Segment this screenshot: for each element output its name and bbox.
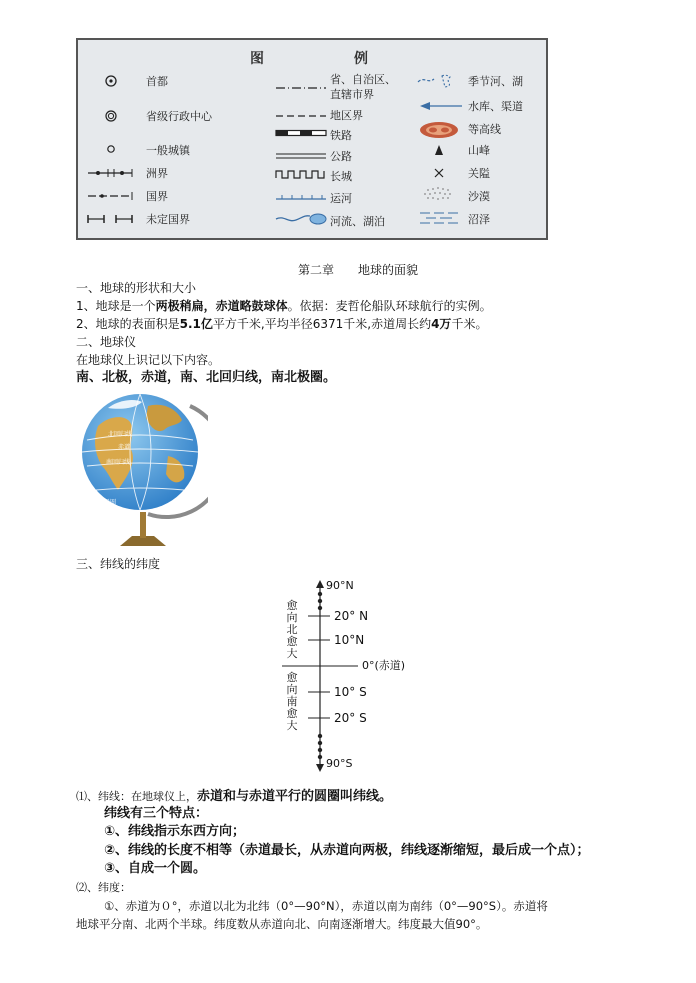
- legend-mountain-peak: 山峰: [468, 144, 490, 157]
- globe-label-equator: 赤道: [118, 444, 131, 451]
- legend-contour-line: 等高线: [468, 123, 501, 136]
- town-icon: [106, 144, 116, 154]
- lat-equator: 0°(赤道): [362, 659, 406, 672]
- latitude-diagram: [278, 578, 418, 774]
- contour-line-icon: [418, 120, 460, 140]
- continent-border-icon: [86, 168, 134, 178]
- provincial-border-icon: [274, 84, 328, 92]
- legend-canal: 运河: [330, 192, 352, 205]
- legend-district-border: 地区界: [330, 109, 363, 122]
- legend-provincial-center: 省级行政中心: [146, 110, 212, 123]
- legend-railway: 铁路: [330, 129, 352, 142]
- legend-capital: 首都: [146, 75, 168, 88]
- legend-swamp: 沼泽: [468, 213, 490, 226]
- lat-10n: 10°N: [334, 633, 365, 647]
- globe-label-tropic-capricorn: 南回归线: [106, 459, 131, 466]
- feature-2-line-2: 地球平分南、北两个半球。纬度数从赤道向北、向南逐渐增大。纬度最大值90°。: [76, 917, 488, 931]
- map-legend: [76, 38, 548, 240]
- north-increase-text: 愈向北愈大: [286, 599, 298, 660]
- feature-1-item-1: ①、纬线指示东西方向；: [104, 824, 246, 839]
- reservoir-icon: [416, 100, 464, 112]
- legend-undefined-border: 未定国界: [146, 213, 190, 226]
- provincial-center-icon: [104, 109, 118, 123]
- section-1-heading: 一、地球的形状和大小: [76, 281, 197, 295]
- mountain-peak-icon: [434, 144, 444, 156]
- lat-20s: 20° S: [334, 711, 367, 725]
- legend-national-border: 国界: [146, 190, 168, 203]
- globe-label-tropic-cancer: 北回归线: [108, 431, 133, 438]
- legend-great-wall: 长城: [330, 170, 352, 183]
- desert-icon: [420, 184, 458, 204]
- globe-label-antarctic: 南极圈: [98, 499, 117, 506]
- feature-1-item-3: ③、自成一个圆。: [104, 861, 207, 876]
- globe-image: [78, 386, 208, 548]
- section-3-heading: 三、纬线的纬度: [76, 557, 161, 571]
- feature-2-line-1: ①、赤道为０°，赤道以北为北纬（0°—90°N），赤道以南为南纬（0°—90°S）。赤道将: [104, 899, 548, 913]
- legend-provincial-border-2: 直辖市界: [330, 88, 374, 101]
- legend-highway: 公路: [330, 150, 352, 163]
- paragraph-1: 1、地球是一个两极稍扁，赤道略鼓球体。依据：麦哲伦船队环球航行的实例。: [76, 299, 492, 313]
- feature-1-line: ⑴、纬线：在地球仪上，赤道和与赤道平行的圆圈叫纬线。: [76, 789, 393, 804]
- lat-90s: 90°S: [326, 757, 353, 770]
- legend-provincial-border-1: 省、自治区、: [330, 73, 396, 86]
- chapter-title: 第二章 地球的面貌: [298, 263, 419, 277]
- great-wall-icon: [274, 168, 328, 180]
- feature-2-heading: ⑵、纬度：: [76, 881, 131, 894]
- lat-90n: 90°N: [326, 579, 354, 592]
- paragraph-2: 2、地球的表面积是5.1亿平方千米,平均半径6371千米,赤道周长约4万千米。: [76, 317, 488, 331]
- lat-20n: 20° N: [334, 609, 369, 623]
- pass-icon: [434, 168, 444, 178]
- highway-icon: [274, 152, 328, 160]
- railway-icon: [274, 129, 328, 137]
- legend-reservoir: 水库、渠道: [468, 100, 523, 113]
- legend-title-left: 图: [250, 51, 264, 67]
- paragraph-3: 在地球仪上识记以下内容。: [76, 353, 221, 367]
- south-increase-text: 愈向南愈大: [286, 671, 298, 732]
- feature-1-item-2: ②、纬线的长度不相等（赤道最长，从赤道向两极，纬线逐渐缩短，最后成一个点）；: [104, 843, 590, 858]
- feature-1-heading: 纬线有三个特点：: [104, 806, 209, 821]
- section-2-heading: 二、地球仪: [76, 335, 137, 349]
- undefined-border-icon: [86, 214, 134, 224]
- swamp-icon: [418, 210, 460, 226]
- district-border-icon: [274, 112, 328, 120]
- lat-10s: 10° S: [334, 685, 367, 699]
- legend-desert: 沙漠: [468, 190, 490, 203]
- river-lake-icon: [274, 211, 328, 227]
- legend-pass: 关隘: [468, 167, 490, 180]
- legend-continent-border: 洲界: [146, 167, 168, 180]
- legend-river-lake: 河流、湖泊: [330, 215, 385, 228]
- legend-title-right: 例: [354, 51, 368, 67]
- seasonal-river-icon: [416, 72, 464, 88]
- national-border-icon: [86, 191, 134, 201]
- paragraph-4: 南、北极，赤道，南、北回归线，南北极圈。: [76, 370, 337, 385]
- capital-icon: [104, 74, 118, 88]
- legend-town: 一般城镇: [146, 144, 190, 157]
- legend-seasonal-river: 季节河、湖: [468, 75, 523, 88]
- canal-icon: [274, 192, 328, 202]
